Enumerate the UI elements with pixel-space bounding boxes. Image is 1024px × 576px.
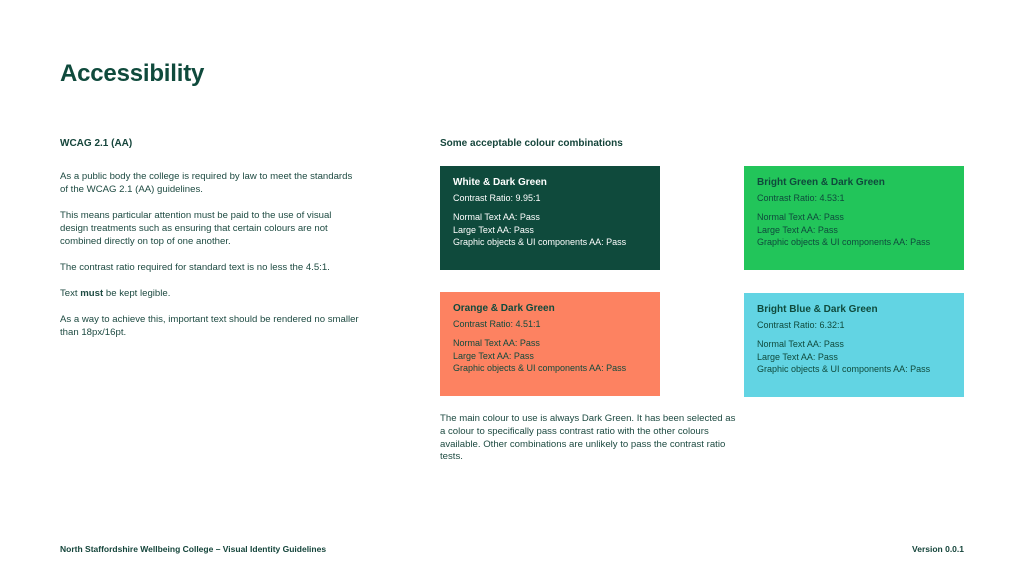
swatch-normal-text-result: Normal Text AA: Pass	[453, 212, 540, 222]
footer-title: North Staffordshire Wellbeing College – Visual Identity Guidelines	[60, 544, 327, 554]
swatch-bright-blue-dark-green	[744, 293, 964, 397]
wcag-paragraph: As a way to achieve this, important text should be rendered no smaller than 18px/16pt.	[60, 314, 359, 338]
swatch-normal-text-result: Normal Text AA: Pass	[757, 339, 844, 349]
swatch-graphic-result: Graphic objects & UI components AA: Pass	[757, 364, 931, 374]
swatch-white-dark-green	[440, 166, 660, 270]
swatch-contrast-ratio: Contrast Ratio: 4.53:1	[757, 193, 845, 203]
swatch-graphic-result: Graphic objects & UI components AA: Pass	[453, 237, 627, 247]
swatch-bright-green-dark-green	[744, 166, 964, 270]
swatch-results	[757, 338, 951, 376]
swatch-contrast-ratio: Contrast Ratio: 4.51:1	[453, 319, 541, 329]
footer-version: Version 0.0.1	[912, 544, 964, 554]
swatch-results	[757, 211, 951, 249]
swatch-contrast-ratio: Contrast Ratio: 6.32:1	[757, 320, 845, 330]
legible-text-pre: Text	[60, 288, 81, 299]
wcag-heading: WCAG 2.1 (AA)	[60, 138, 133, 149]
swatch-results	[453, 211, 647, 249]
swatch-contrast-ratio: Contrast Ratio: 9.95:1	[453, 193, 541, 203]
swatch-results	[453, 337, 647, 375]
swatch-normal-text-result: Normal Text AA: Pass	[757, 212, 844, 222]
legible-text-post: be kept legible.	[103, 288, 171, 299]
wcag-paragraph: As a public body the college is required by law to meet the standards of the WCAG 2.1 (AA) guidelines.	[60, 171, 353, 195]
swatch-graphic-result: Graphic objects & UI components AA: Pass	[453, 363, 627, 373]
swatch-name: Bright Blue & Dark Green	[757, 304, 878, 315]
wcag-paragraph-legible	[60, 287, 360, 300]
combinations-heading: Some acceptable colour combinations	[440, 138, 623, 149]
wcag-paragraph: The contrast ratio required for standard text is no less the 4.5:1.	[60, 262, 330, 273]
wcag-body	[60, 170, 360, 352]
swatch-large-text-result: Large Text AA: Pass	[757, 224, 838, 235]
swatch-name: White & Dark Green	[453, 177, 547, 188]
legible-text-emphasis: must	[80, 288, 104, 299]
swatch-large-text-result: Large Text AA: Pass	[757, 351, 838, 362]
swatch-name: Orange & Dark Green	[453, 303, 555, 314]
swatch-graphic-result: Graphic objects & UI components AA: Pass	[757, 237, 931, 247]
swatch-orange-dark-green	[440, 292, 660, 396]
main-colour-note: The main colour to use is always Dark Green. It has been selected as a colour to specifically pass contrast ratio with the other colours available. Other combinations are unlikely to pass the contrast ratio tests.	[440, 413, 736, 463]
swatch-name: Bright Green & Dark Green	[757, 177, 885, 188]
page-title: Accessibility	[60, 60, 205, 87]
swatch-normal-text-result: Normal Text AA: Pass	[453, 338, 540, 348]
wcag-paragraph: This means particular attention must be paid to the use of visual design treatments such as ensuring that certain colours are not combined directly on top of one another.	[60, 210, 332, 247]
swatch-large-text-result: Large Text AA: Pass	[453, 350, 534, 361]
swatch-large-text-result: Large Text AA: Pass	[453, 224, 534, 235]
